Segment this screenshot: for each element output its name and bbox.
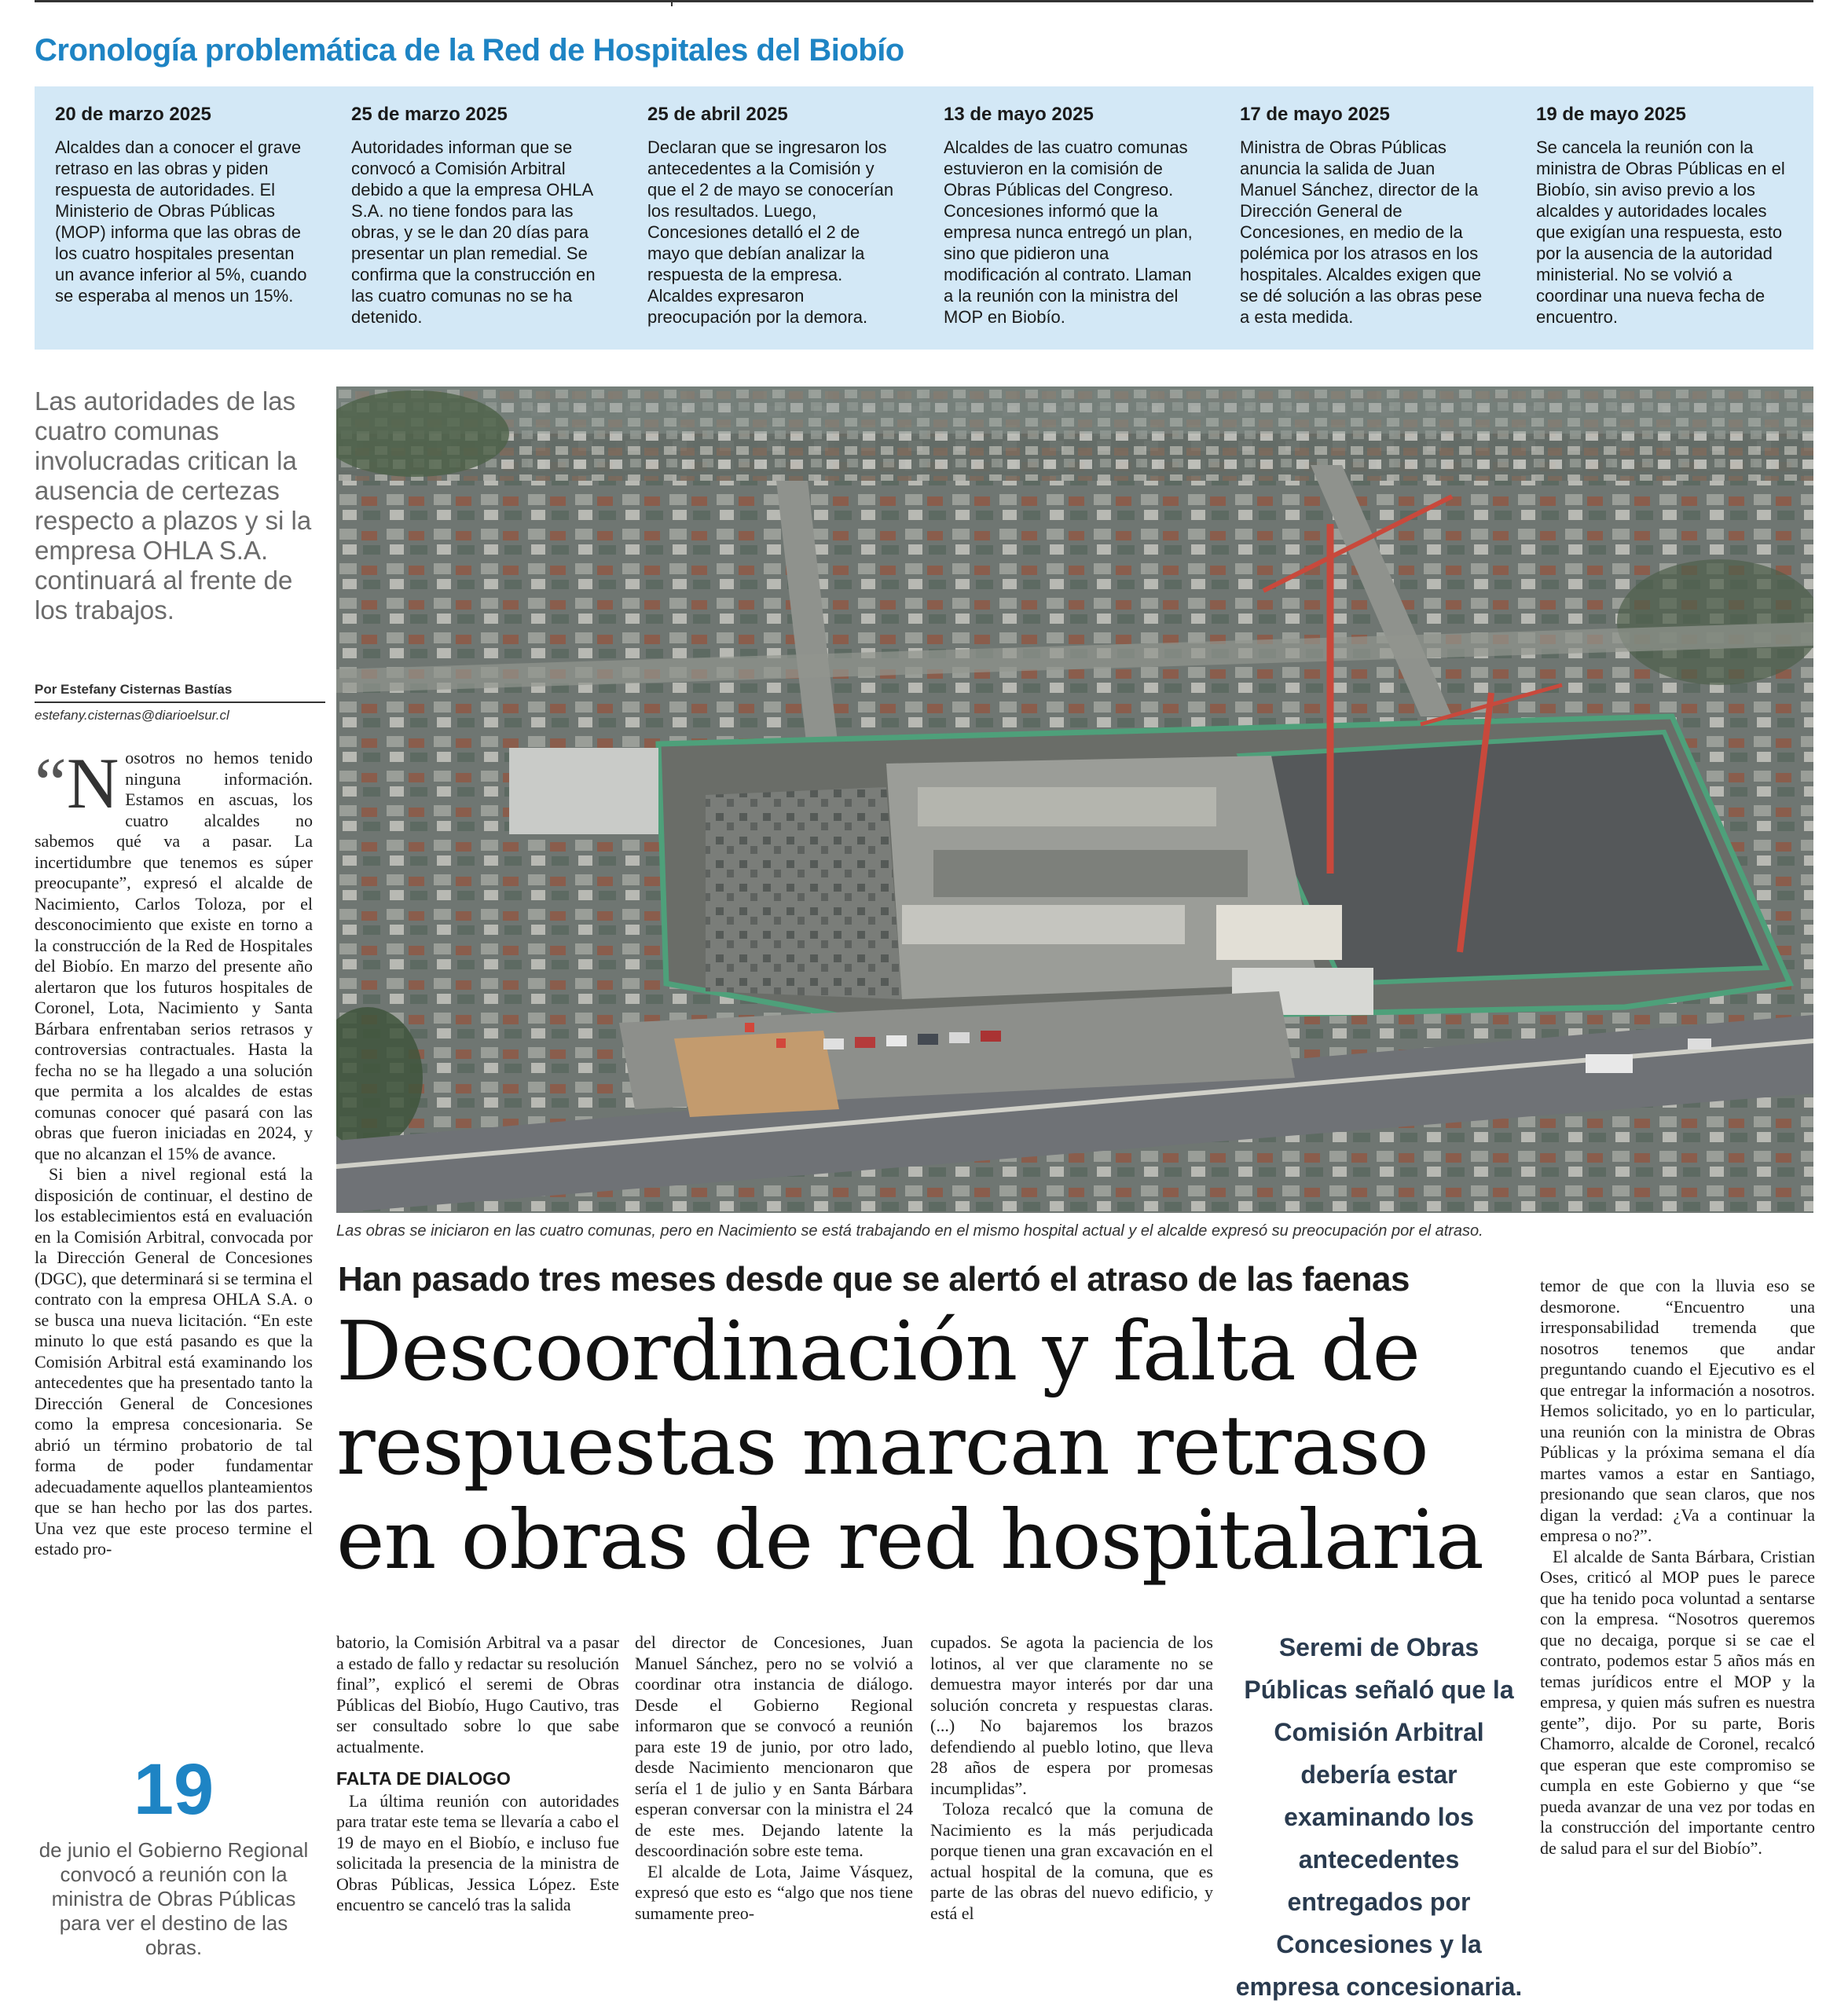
timeline-date: 25 de marzo 2025 [351,104,508,125]
timeline-text: Alcaldes dan a conocer el grave retraso en las obras y piden respuesta de autoridades. El Ministerio de Obras Públicas (MOP) informa que las obras de los cuatro hospitales presentan un avance inferior al 5%, cuando se esperaba al menos un 15%. [55,137,307,306]
photo-caption: Las obras se iniciaron en las cuatro comunas, pero en Nacimiento se está trabajando en el mismo hospital actual y el alcalde expresó su preocupación por el atraso. [336,1222,1483,1240]
timeline-entry [1219,86,1516,350]
paragraph: La última reunión con autoridades para tratar este tema se llevaría a cabo el 19 de mayo en el Biobío, e incluso fue solicitada la presencia de la ministra de Obras Públicas, Jessica López. Este encuentro se canceló tras la salida [336,1790,619,1914]
timeline-entry [35,86,331,350]
paragraph: Toloza recalcó que la comuna de Nacimiento es la más perjudicada porque tienen una gran excavación en el actual hospital de la comuna, que es parte de las obras del nuevo edificio, y está el [930,1799,1213,1923]
stat-number: 19 [133,1749,214,1830]
paragraph: del director de Concesiones, Juan Manuel Sánchez, pero no se volvió a coordinar otra instancia de diálogo. Desde el Gobierno Regional informaron que se convocó a reunión para este 19 de junio, por otro lado, desde Nacimiento mencionaron que sería el 1 de julio y en Santa Bárbara esperan conversar con la ministra el 24 de este mes. Dejando latente la descoordinación sobre este tema. [635,1632,913,1860]
aerial-photo [336,386,1813,1213]
article-column-5 [1540,1276,1815,1859]
timeline-date: 20 de marzo 2025 [55,104,211,125]
timeline-box [35,86,1813,350]
article-column-1 [35,743,313,1560]
timeline-entry [331,86,627,350]
aerial-photo-illustration [336,386,1813,1213]
pull-quote: Seremi de Obras Públicas señaló que la Comisión Arbitral debería estar examinando los antecedentes entregados por Concesiones y la empresa concesionaria. [1235,1633,1523,2001]
timeline-entry [1516,86,1812,350]
timeline-text: Alcaldes de las cuatro comunas estuvieron en la comisión de Obras Públicas del Congreso. Concesiones informó que la empresa nunca entregó un plan, sino que pidieron una modificación al contrato. Llaman a la reunión con la ministra del MOP en Biobío. [944,137,1193,327]
timeline-title: Cronología problemática de la Red de Hospitales del Biobío [35,33,904,68]
paragraph: Si bien a nivel regional está la disposición de continuar, el destino de los establecimientos está en evaluación en la Comisión Arbitral, convocada por la Dirección General de Concesiones (DGC), que determinará si se termina el contrato con la empresa OHLA S.A. o se busca una nueva licitación. “En este minuto lo que está pasando es que la Comisión Arbitral está examinando los antecedentes que ha presentado tanto la Dirección General de Concesiones como la empresa concesionaria. Se abrió un término probatorio de tal forma de poder fundamentar adecuadamente aquellos planteamientos que se han hecho por las dos partes. Una vez que este proceso termine el estado pro- [35,1164,313,1559]
timeline-text: Declaran que se ingresaron los antecedentes a la Comisión y que el 2 de mayo se conocerían los resultados. Luego, Concesiones detalló el 2 de mayo que debían analizar la respuesta de la empresa. Alcaldes expresaron preocupación por la demora. [647,137,894,327]
drop-cap-quote: “ [35,743,67,823]
timeline-entry [923,86,1219,350]
stat-text: de junio el Gobierno Regional convocó a reunión con la ministra de Obras Públicas para ver el destino de las obras. [38,1838,309,1959]
headline: Descoordinación y falta de respuestas marcan retraso en obras de red hospitalaria [336,1303,1483,1588]
timeline-date: 25 de abril 2025 [647,104,788,125]
drop-cap [35,743,119,823]
paragraph: El alcalde de Lota, Jaime Vásquez, expresó que esto es “algo que nos tiene sumamente preo- [635,1861,913,1923]
paragraph: osotros no hemos tenido ninguna información. Estamos en ascuas, los cuatro alcaldes no sabemos qué va a pasar. La incertidumbre que tenemos es súper preocupante”, expresó el alcalde de Nacimiento, Carlos Toloza, por el desconocimiento que existe en torno a la construcción de la Red de Hospitales del Biobío. En marzo del presente año alertaron que los futuros hospitales de Coronel, Lota, Nacimiento y Santa Bárbara enfrentaban serios retrasos y controversias contractuales. Hasta la fecha no se ha llegado a una solución que permita a los alcaldes de estas comunas conocer qué pasará con las obras que fueron iniciadas en 2024, y que no alcanzan el 15% de avance. [35,748,313,1163]
timeline-entry [627,86,923,350]
byline [35,682,325,723]
timeline-date: 17 de mayo 2025 [1240,104,1390,125]
timeline-date: 19 de mayo 2025 [1536,104,1686,125]
kicker: Han pasado tres meses desde que se alertó el atraso de las faenas [338,1260,1410,1299]
timeline-text: Se cancela la reunión con la ministra de Obras Públicas en el Biobío, sin aviso previo a los alcaldes y autoridades locales que exigían una respuesta, esto por la ausencia de la autoridad ministerial. No se volvió a coordinar una nueva fecha de encuentro. [1536,137,1785,327]
article-column-4 [930,1632,1213,1924]
timeline-text: Autoridades informan que se convocó a Comisión Arbitral debido a que la empresa OHLA S.A. no tiene fondos para las obras, y se le dan 20 días para presentar un plan remedial. Se confirma que la construcción en las cuatro comunas no se ha detenido. [351,137,596,327]
article-lead: Las autoridades de las cuatro comunas involucradas critican la ausencia de certezas respecto a plazos y si la empresa OHLA S.A. continuará al frente de los trabajos. [35,386,312,625]
top-rule [35,0,1813,5]
paragraph: cupados. Se agota la paciencia de los lotinos, al ver que claramente no se demuestra mayor interés por dar una solución concreta y respuestas claras. (...) No bajaremos los brazos defendiendo al pueblo lotino, que lleva 28 años de espera por promesas incumplidas”. [930,1632,1213,1798]
article-column-3 [635,1632,913,1924]
subhead: FALTA DE DIALOGO [336,1768,511,1789]
drop-cap-letter: N [66,743,119,823]
timeline-date: 13 de mayo 2025 [944,104,1094,125]
timeline-text: Ministra de Obras Públicas anuncia la salida de Juan Manuel Sánchez, director de la Dirección General de Concesiones, en medio de la polémica por los atrasos en los hospitales. Alcaldes exigen que se dé solución a las obras pese a esta medida. [1240,137,1483,327]
article-column-2 [336,1632,619,1916]
paragraph: batorio, la Comisión Arbitral va a pasar a estado de fallo y redactar su resolución final”, explicó el seremi de Obras Públicas del Biobío, Hugo Cautivo, tras ser consultado sobre lo que sabe actualmente. [336,1632,619,1756]
paragraph: temor de que con la lluvia eso se desmorone. “Encuentro una irresponsabilidad tremenda que nosotros tenemos que andar preguntando cuando el Ejecutivo es el que entregar la información a nosotros. Hemos solicitado, yo en lo particular, una reunión con la ministra de Obras Públicas y la próxima semana el día martes vamos a estar en Santiago, presionando que sean claros, que nos digan la verdad: ¿Va a continuar la empresa o no?”. [1540,1276,1815,1545]
author-email[interactable]: estefany.cisternas@diarioelsur.cl [35,708,229,723]
author-name: Por Estefany Cisternas Bastías [35,682,325,703]
paragraph: El alcalde de Santa Bárbara, Cristian Oses, criticó al MOP pues le parece que ha tenido poca voluntad a sentarse con la empresa. “Nosotros queremos que no decaiga, porque si se cae el contrato, podemos estar 5 años más en temas jurídicos entre el MOP y la empresa, y quien más sufren es nuestra gente”, dijo. Por su parte, Boris Chamorro, alcalde de Coronel, recalcó que esperan que este compromiso se cumpla en este Gobierno y que “se pueda avanzar de una vez por todas en la construcción del importante centro de salud para el sur del Biobío”. [1540,1546,1815,1858]
